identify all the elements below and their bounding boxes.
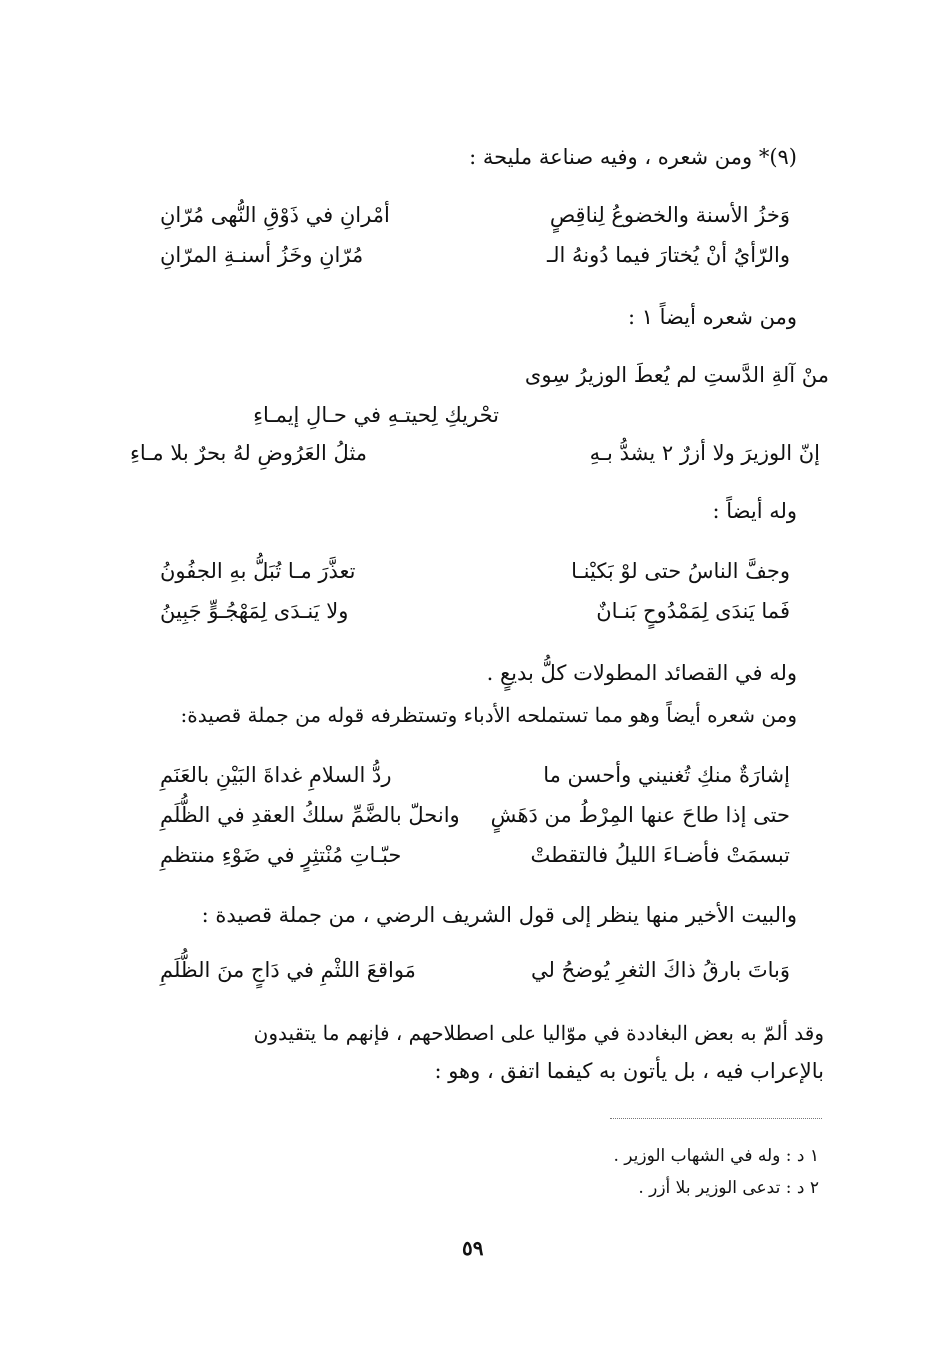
verse-second-hemistich: مَواقعَ اللثْمِ في دَاجٍ منَ الظُّلَمِ — [160, 958, 416, 982]
section-heading: (٩)* ومن شعره ، وفيه صناعة مليحة : — [469, 145, 797, 169]
verse-second-hemistich: تعذَّرَ مـا تُبَلُّ بهِ الجفُونُ — [160, 559, 356, 583]
verse-first-hemistich: حتى إذا طاحَ عنها المِرْطُ من دَهَشٍ — [490, 803, 790, 827]
verse — [160, 556, 790, 586]
verse-first-hemistich: والرّأيُ أنْ يُختارَ فيما دُونهُ الـ — [546, 243, 790, 267]
verse-line: تحْريكِ لِحيتـهِ في حـالِ إيمـاءِ — [253, 403, 499, 427]
paragraph: والبيت الأخير منها ينظر إلى قول الشريف الرضي ، من جملة قصيدة : — [201, 903, 797, 927]
verse-second-hemistich: حبّـاتِ مُنْتثِرٍ في ضَوْءِ منتظمِ — [160, 843, 402, 867]
verse-first-hemistich: إشارَةٌ منكِ تُغنيني وأحسن ما — [543, 763, 790, 787]
verse — [160, 800, 790, 830]
footnote: ٢ د : تدعى الوزير بلا أزر . — [638, 1178, 819, 1198]
verse-second-hemistich: مثلُ العَرُوضِ لهُ بحرٌ بلا مـاءِ — [130, 441, 368, 465]
page-number: ٥٩ — [462, 1236, 484, 1260]
verse-second-hemistich: مُرّانِ وخَزُ أسنـةِ المرّانِ — [160, 243, 364, 267]
paragraph: بالإعراب فيه ، بل يأتون به كيفما اتفق ، وهو : — [434, 1059, 824, 1083]
verse-second-hemistich: وانحلّ بالضَّمِّ سلكُ العقدِ في الظُّلَمِ — [160, 803, 460, 827]
verse — [130, 438, 820, 468]
paragraph: ومن شعره أيضاً وهو مما تستملحه الأدباء وتستظرفه قوله من جملة قصيدة: — [180, 703, 797, 727]
verse-first-hemistich: تبسمَتْ فأضـاءَ الليلُ فالتقطتْ — [530, 843, 790, 867]
verse-second-hemistich: أمْرانِ في ذَوْقِ النُّهى مُرّانِ — [160, 203, 390, 227]
verse — [160, 240, 790, 270]
verse-line: منْ آلةِ الدَّستِ لم يُعطَ الوزيرُ سِوى — [524, 363, 829, 387]
verse — [160, 200, 790, 230]
paragraph: وله في القصائد المطولات كلُّ بديعٍ . — [486, 661, 797, 685]
footnote-divider — [610, 1118, 822, 1119]
paragraph: وقد ألمّ به بعض البغاددة في موّاليا على اصطلاحهم ، فإنهم ما يتقيدون — [253, 1021, 824, 1045]
verse-first-hemistich: وَخزُ الأسنة والخضوعُ لِناقِصٍ — [549, 203, 790, 227]
verse-second-hemistich: ولا يَنـدَى لِمَهْجُـوٍّ جَبِينُ — [160, 599, 349, 623]
verse — [160, 955, 790, 985]
verse-first-hemistich: وجفَّ الناسُ حتى لوْ بَكيْنـا — [571, 559, 790, 583]
footnote: ١ د : وله في الشهاب الوزير . — [613, 1146, 819, 1166]
verse — [160, 596, 790, 626]
verse-first-hemistich: إنّ الوزيرَ ولا أزرٌ ٢ يشدُّ بـهِ — [589, 441, 820, 465]
verse-first-hemistich: وَباتَ بارقُ ذاكَ الثغرِ يُوضحُ لي — [531, 958, 790, 982]
verse — [160, 840, 790, 870]
verse — [160, 760, 790, 790]
intro-line: وله أيضاً : — [712, 499, 797, 523]
intro-line: ومن شعره أيضاً ١ : — [627, 305, 797, 329]
verse-second-hemistich: ردُّ السلامِ غداةَ البَيْنِ بالعَنَمِ — [160, 763, 392, 787]
verse-first-hemistich: فَما يَندَى لِمَمْدُوحٍ بَنـانٌ — [596, 599, 790, 623]
